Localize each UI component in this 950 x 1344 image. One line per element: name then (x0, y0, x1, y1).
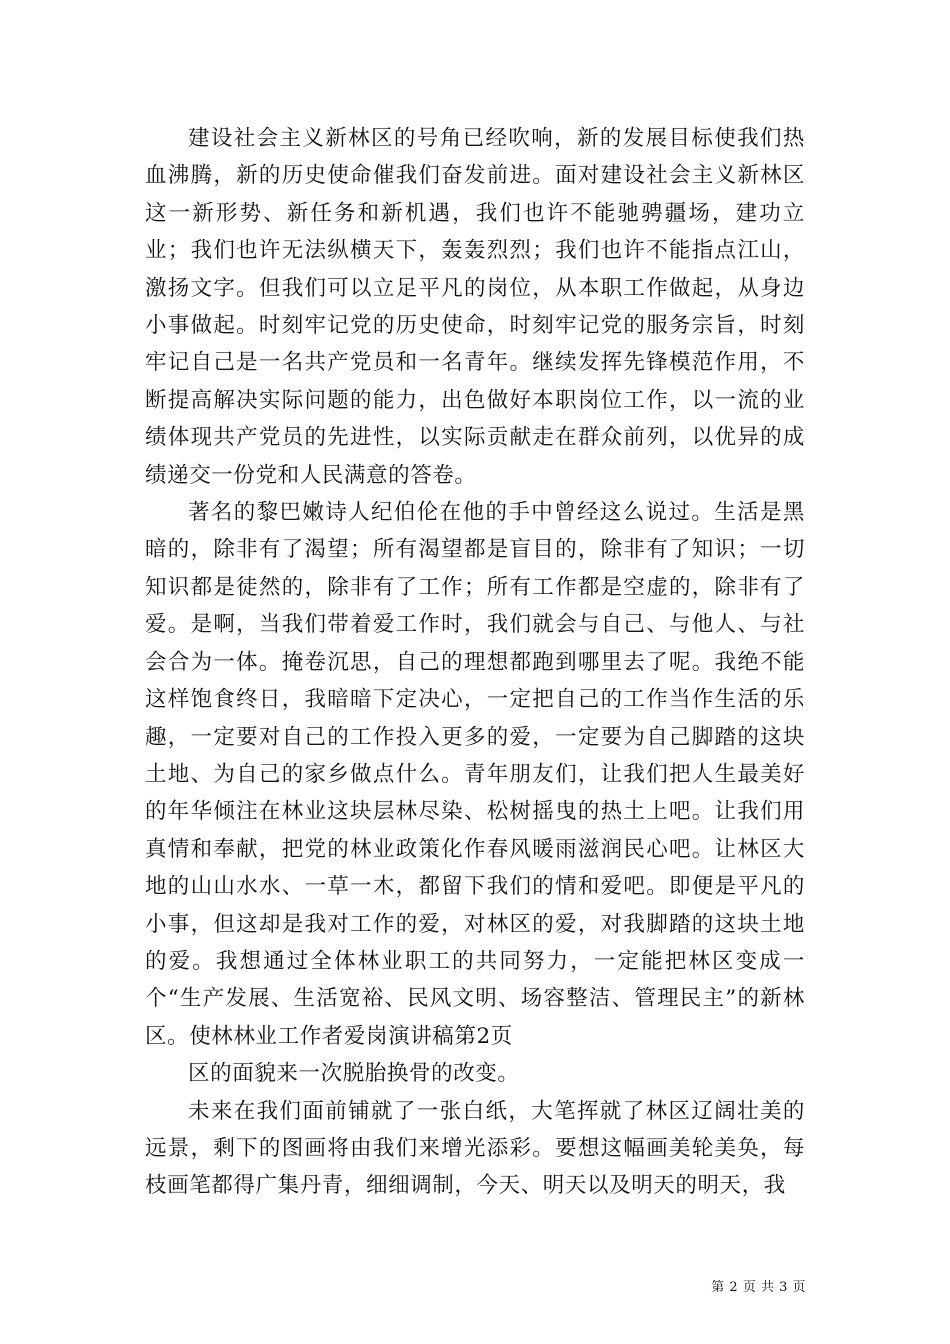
page-number-footer: 第 2 页 共 3 页 (711, 1280, 806, 1295)
paragraph-4: 未来在我们面前铺就了一张白纸，大笔挥就了林区辽阔壮美的远景，剩下的图画将由我们来增光添彩。要想这幅画美轮美奂，每枝画笔都得广集丹青，细细调制，今天、明天以及明天的明天，我 (145, 1098, 805, 1199)
paragraph-3: 区的面貌来一次脱胎换骨的改变。 (188, 1061, 520, 1087)
paragraph-2: 著名的黎巴嫩诗人纪伯伦在他的手中曾经这么说过。生活是黑暗的，除非有了渴望；所有渴望都是盲目的，除非有了知识；一切知识都是徒然的，除非有了工作；所有工作都是空虚的，除非有了爱。是啊，当我们带着爱工作时，我们就会与自己、与他人、与社会合为一体。掩卷沉思，自己的理想都跑到哪里去了呢。我绝不能这样饱食终日，我暗暗下定决心，一定把自己的工作当作生活的乐趣，一定要对自己的工作投入更多的爱，一定要为自己脚踏的这块土地、为自己的家乡做点什么。青年朋友们，让我们把人生最美好的年华倾注在林业这块层林尽染、松树摇曳的热土上吧。让我们用真情和奉献，把党的林业政策化作春风暖雨滋润民心吧。让林区大地的山山水水、一草一木，都留下我们的情和爱吧。即便是平凡的小事，但这却是我对工作的爱，对林区的爱，对我脚踏的这块土地的爱。我想通过全体林业职工的共同努力，一定能把林区变成一个“生产发展、生活宽裕、民风文明、场容整洁、管理民主”的新林区。使林林业工作者爱岗演讲稿第2页 (145, 500, 805, 1049)
paragraph-1: 建设社会主义新林区的号角已经吹响，新的发展目标使我们热血沸腾，新的历史使命催我们奋发前进。面对建设社会主义新林区这一新形势、新任务和新机遇，我们也许不能驰骋疆场，建功立业；我们也许无法纵横天下，轰轰烈烈；我们也许不能指点江山，激扬文字。但我们可以立足平凡的岗位，从本职工作做起，从身边小事做起。时刻牢记党的历史使命，时刻牢记党的服务宗旨，时刻牢记自己是一名共产党员和一名青年。继续发挥先锋模范作用，不断提高解决实际问题的能力，出色做好本职岗位工作，以一流的业绩体现共产党员的先进性，以实际贡献走在群众前列，以优异的成绩递交一份党和人民满意的答卷。 (145, 126, 805, 488)
document-body (145, 120, 805, 1205)
